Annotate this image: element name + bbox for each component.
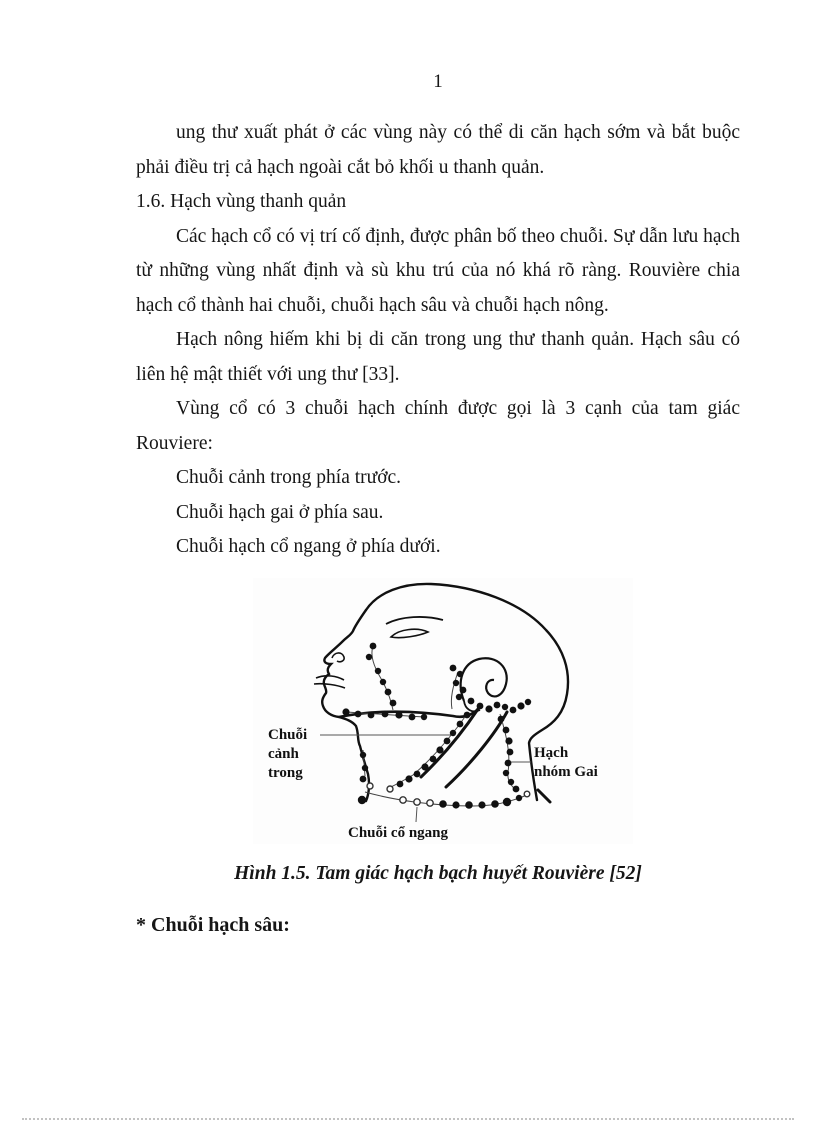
figure-label-carotid-3: trong	[268, 764, 303, 781]
page-bottom-guide	[22, 1118, 794, 1120]
page-number: 1	[433, 71, 443, 92]
page-content	[136, 0, 740, 939]
figure-label-carotid-1: Chuỗi	[268, 726, 308, 743]
section-heading: 1.6. Hạch vùng thanh quản	[136, 191, 347, 212]
paragraph-2: Các hạch cổ có vị trí cố định, được phân bố theo chuỗi. Sự dẫn lưu hạch từ những vùng nhất định và sù khu trú của nó khá rõ ràng. Rouvière chia hạch cổ thành hai chuỗi, chuỗi hạch sâu và chuỗi hạch nông.	[136, 225, 740, 316]
figure-label-spinal-1: Hạch	[534, 744, 569, 761]
list-item-2: Chuỗi hạch gai ở phía sau.	[176, 501, 384, 523]
paragraph-1: ung thư xuất phát ở các vùng này có thể di căn hạch sớm và bắt buộc phải điều trị cả hạch ngoài cắt bỏ khối u thanh quản.	[136, 122, 740, 178]
figure-label-transverse: Chuỗi cổ ngang	[348, 824, 449, 841]
paragraph-4: Vùng cổ có 3 chuỗi hạch chính được gọi là 3 cạnh của tam giác Rouviere:	[136, 398, 740, 454]
list-item-1: Chuỗi cảnh trong phía trước.	[176, 467, 402, 488]
rouviere-triangle-diagram	[253, 578, 633, 844]
figure-label-spinal-2: nhóm Gai	[534, 763, 598, 780]
anatomy-figure	[253, 578, 633, 844]
paragraph-3: Hạch nông hiếm khi bị di căn trong ung thư thanh quản. Hạch sâu có liên hệ mật thiết với ung thư [33].	[136, 329, 740, 385]
list-item-3: Chuỗi hạch cổ ngang ở phía dưới.	[176, 536, 441, 557]
figure-caption: Hình 1.5. Tam giác hạch bạch huyết Rouvière [52]	[234, 862, 642, 884]
figure-label-carotid-2: cảnh	[268, 745, 299, 762]
deep-chain-note: * Chuỗi hạch sâu:	[136, 913, 290, 936]
